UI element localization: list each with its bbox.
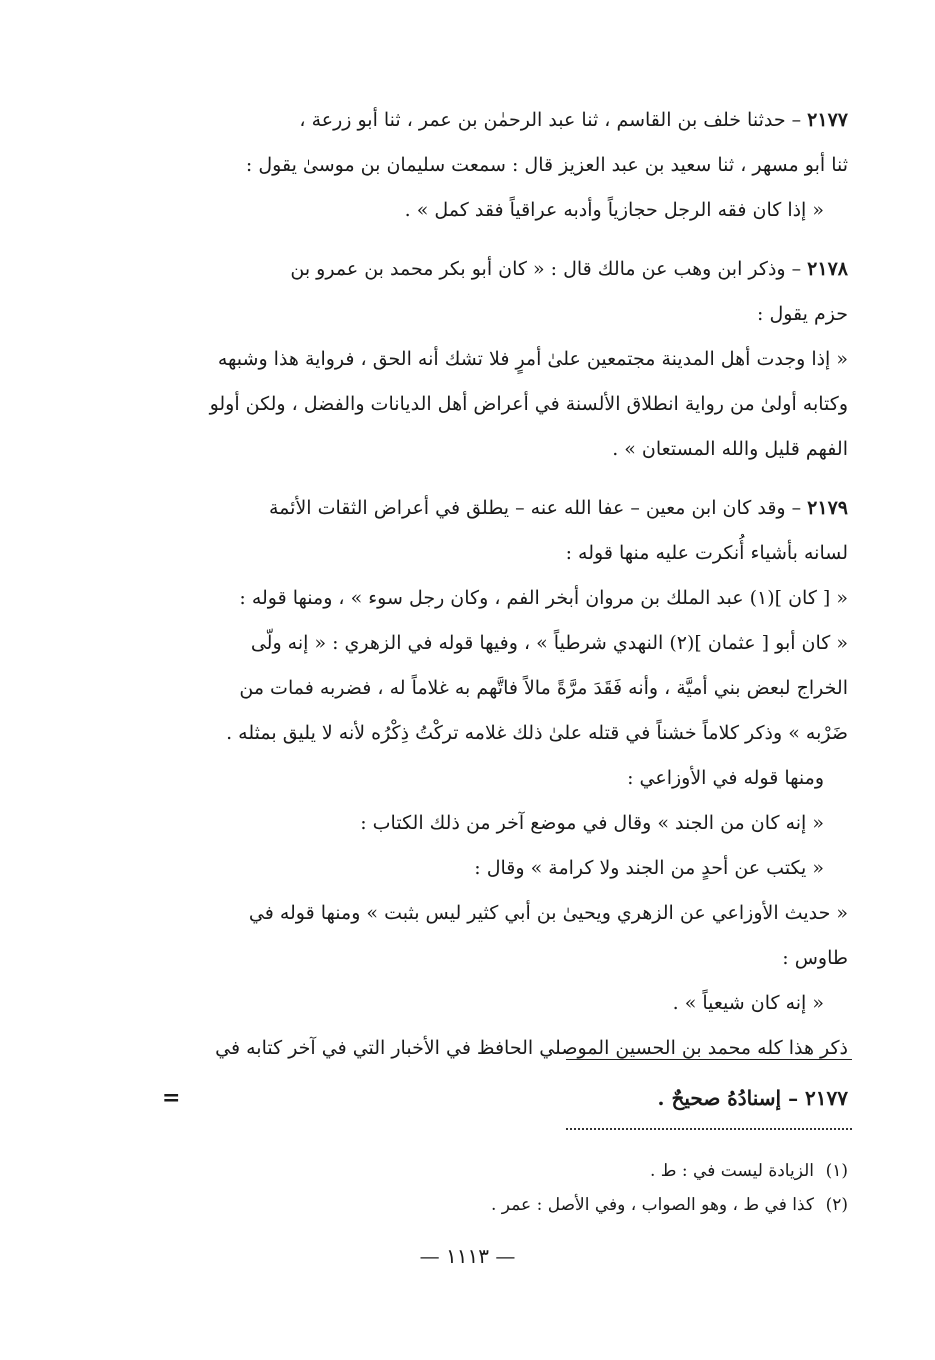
footnotes — [158, 1154, 848, 1222]
text-line: « حديث الأوزاعي عن الزهري ويحيىٰ بن أبي كثير ليس بثبت » ومنها قوله في — [248, 902, 848, 924]
text-line: ذكر هذا كله محمد بن الحسين الموصلي الحافظ في الأخبار التي في آخر كتابه في — [215, 1037, 848, 1059]
text-line: « إذا وجدت أهل المدينة مجتمعين علىٰ أمرٍ فلا تشك أنه الحق ، فرواية هذا وشبهه — [217, 348, 848, 370]
footnote-number: (٢) — [825, 1195, 848, 1215]
text-line: حزم يقول : — [757, 303, 848, 325]
footnote-heading: ٢١٧٧ – إسنادُهُ صحيحٌ . — [657, 1086, 848, 1110]
footnote-number: (١) — [825, 1161, 848, 1181]
footnote-text: الزيادة ليست في : ط . — [649, 1161, 814, 1181]
footnote-divider — [566, 1059, 852, 1060]
entry-number: ٢١٧٩ — [807, 497, 848, 519]
continuation-mark: = — [162, 1085, 181, 1111]
paragraph-2177 — [158, 98, 848, 233]
text-line: « إنه كان من الجند » وقال في موضع آخر من ذلك الكتاب : — [360, 812, 824, 834]
text-line: وكتابه أولىٰ من رواية انطلاق الألسنة في أعراض أهل الديانات والفضل ، ولكن أولو — [209, 393, 848, 415]
text-line: « إنه كان شيعياً » . — [672, 992, 824, 1014]
entry-number: ٢١٧٧ — [807, 109, 848, 131]
text-line: طاوس : — [782, 947, 848, 969]
text-line: ضَرْبه » وذكر كلاماً خشناً في قتله علىٰ ذلك غلامه تركْتُ ذِكْرُه لأنه لا يليق بمثله . — [226, 722, 848, 744]
footnote-item — [158, 1188, 848, 1222]
text-line: « يكتب عن أحدٍ من الجند ولا كرامة » وقال : — [474, 857, 824, 879]
text-line: – وقد كان ابن معين – عفا الله عنه – يطلق في أعراض الثقات الأئمة — [269, 497, 802, 519]
text-line: الفهم قليل والله المستعان » . — [612, 438, 848, 460]
paragraph-2178 — [158, 247, 848, 472]
text-line: الخراج لبعض بني أميَّة ، وأنه فَقَدَ مرَّةً مالاً فاتَّهم به غلاماً له ، فضربه فمات من — [239, 677, 848, 699]
text-line: ثنا أبو مسهر ، ثنا سعيد بن عبد العزيز قال : سمعت سليمان بن موسىٰ يقول : — [245, 154, 848, 176]
text-line: لسانه بأشياء أُنكرت عليه منها قوله : — [565, 542, 848, 564]
text-line: – حدثنا خلف بن القاسم ، ثنا عبد الرحمٰن بن عمر ، ثنا أبو زرعة ، — [299, 109, 802, 131]
text-line: « إذا كان فقه الرجل حجازياً وأدبه عراقياً فقد كمل » . — [404, 199, 824, 221]
dotted-separator — [566, 1128, 852, 1130]
footnote-text: كذا في ط ، وهو الصواب ، وفي الأصل : عمر . — [491, 1195, 814, 1215]
page-number: — ١١١٣ — — [419, 1244, 516, 1268]
text-line: – وذكر ابن وهب عن مالك قال : « كان أبو بكر محمد بن عمرو بن — [290, 258, 802, 280]
paragraph-2179 — [158, 486, 848, 1071]
main-text — [158, 98, 848, 1085]
footnote-item — [158, 1154, 848, 1188]
entry-number: ٢١٧٨ — [807, 258, 848, 280]
text-line: « [ كان ](١) عبد الملك بن مروان أبخر الفم ، وكان رجل سوء » ، ومنها قوله : — [239, 587, 848, 609]
text-line: « كان أبو [ عثمان ](٢) النهدي شرطياً » ، وفيها قوله في الزهري : « إنه ولّى — [250, 632, 848, 654]
text-line: ومنها قوله في الأوزاعي : — [627, 767, 824, 789]
